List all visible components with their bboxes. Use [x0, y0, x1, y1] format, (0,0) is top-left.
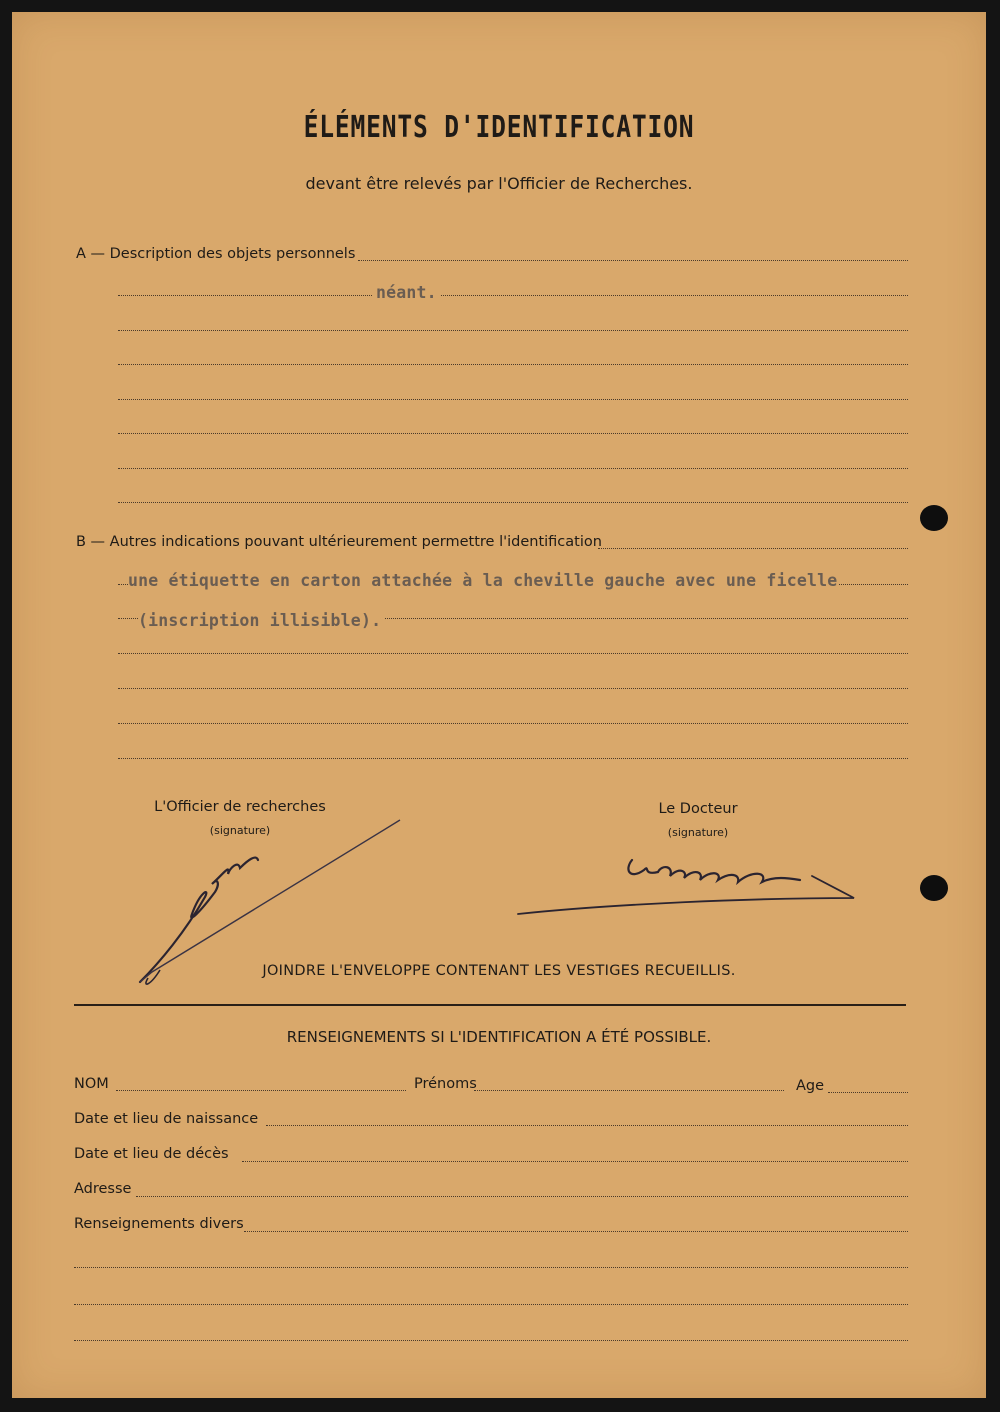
prenoms-field: [474, 1090, 784, 1091]
dotted-line: [358, 260, 908, 261]
section-a-label: A — Description des objets personnels: [76, 246, 356, 262]
dotted-line: [74, 1340, 908, 1341]
dotted-line: [118, 468, 908, 469]
death-label: Date et lieu de décès: [74, 1146, 229, 1162]
dotted-line: [118, 364, 908, 365]
identification-heading: RENSEIGNEMENTS SI L'IDENTIFICATION A ÉTÉ POSSIBLE.: [286, 1028, 712, 1046]
form-sheet: [12, 12, 986, 1398]
dotted-line: [118, 399, 908, 400]
death-field: [242, 1161, 908, 1162]
page-subtitle: devant être relevés par l'Officier de Recherches.: [305, 174, 693, 193]
doctor-signature-caption: (signature): [667, 826, 729, 839]
dotted-line: [118, 723, 908, 724]
address-field: [136, 1196, 908, 1197]
dotted-line: [74, 1304, 908, 1305]
page-title: ÉLÉMENTS D'IDENTIFICATION: [303, 110, 695, 145]
doctor-signature: [512, 842, 872, 922]
doctor-title: Le Docteur: [658, 801, 738, 817]
birth-label: Date et lieu de naissance: [74, 1111, 259, 1127]
dotted-line: [118, 433, 908, 434]
age-label: Age: [796, 1078, 825, 1094]
age-field: [828, 1092, 908, 1093]
address-label: Adresse: [74, 1181, 132, 1197]
dotted-line: [118, 295, 908, 296]
officer-signature-caption: (signature): [209, 824, 271, 837]
section-b-line1: une étiquette en carton attachée à la cheville gauche avec une ficelle: [128, 571, 838, 590]
dotted-line: [118, 688, 908, 689]
punch-hole: [920, 505, 948, 531]
dotted-line: [118, 758, 908, 759]
birth-field: [266, 1125, 908, 1126]
section-divider: [74, 1004, 906, 1006]
misc-field: [244, 1231, 908, 1232]
officer-title: L'Officier de recherches: [154, 799, 326, 815]
dotted-line: [118, 502, 908, 503]
envelope-instruction: JOINDRE L'ENVELOPPE CONTENANT LES VESTIGES RECUEILLIS.: [262, 963, 736, 979]
dotted-line: [598, 548, 908, 549]
misc-label: Renseignements divers: [74, 1216, 244, 1232]
dotted-line: [118, 653, 908, 654]
nom-field: [116, 1090, 406, 1091]
dotted-line: [118, 330, 908, 331]
prenoms-label: Prénoms: [414, 1076, 477, 1092]
section-b-line2: (inscription illisible).: [138, 611, 385, 630]
section-a-value: néant.: [372, 283, 441, 302]
section-b-label: B — Autres indications pouvant ultérieurement permettre l'identification: [76, 534, 602, 550]
punch-hole: [920, 875, 948, 901]
nom-label: NOM: [74, 1076, 109, 1092]
dotted-line: [74, 1267, 908, 1268]
